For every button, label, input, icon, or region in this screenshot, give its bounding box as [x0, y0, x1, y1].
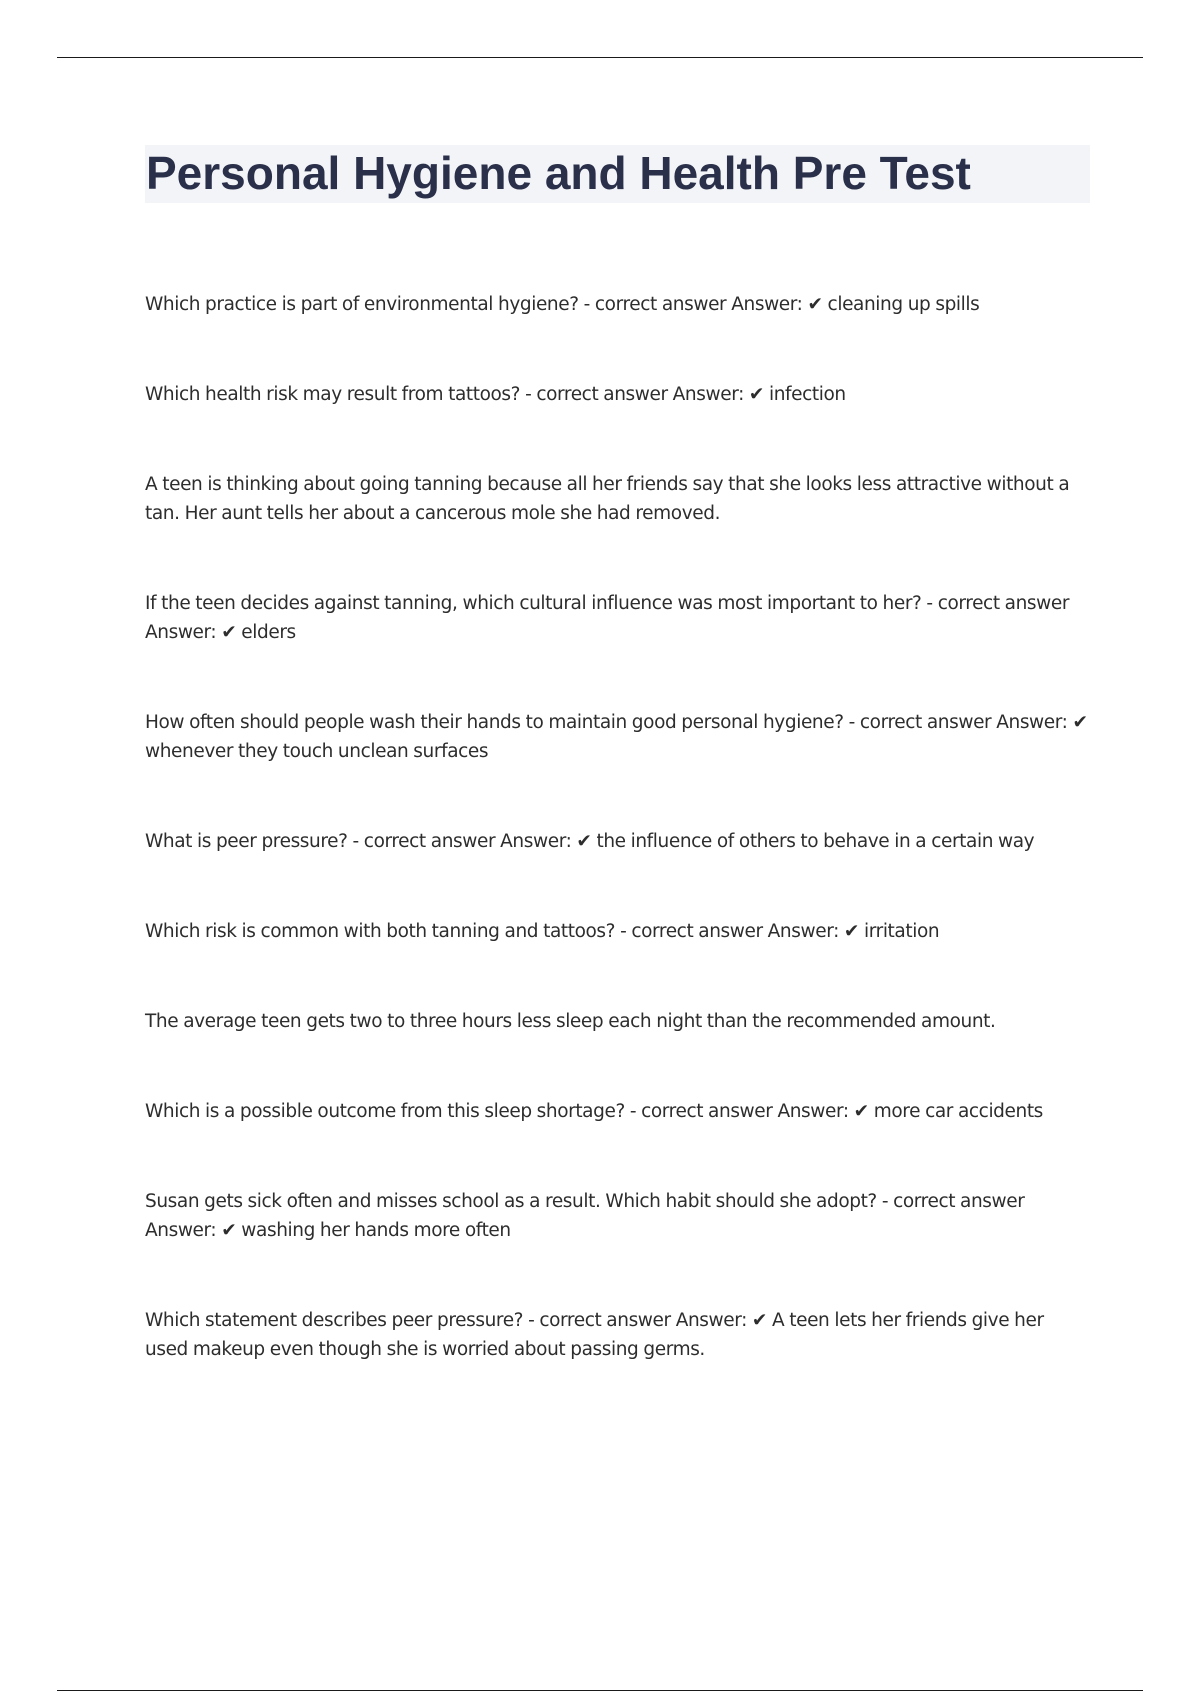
paragraph: A teen is thinking about going tanning because all her friends say that she looks less attractive without a tan. Her aunt tells her about a cancerous mole she had removed. [145, 474, 1070, 524]
bottom-rule [57, 1690, 1143, 1691]
paragraph: What is peer pressure? - correct answer Answer: ✔ the influence of others to behave in a certain way [145, 831, 1035, 852]
paragraph: Which risk is common with both tanning and tattoos? - correct answer Answer: ✔ irritation [145, 921, 940, 942]
document-body [145, 290, 1090, 1425]
top-rule [57, 57, 1143, 58]
paragraph: How often should people wash their hands to maintain good personal hygiene? - correct answer Answer: ✔ whenever they touch unclean surfaces [145, 712, 1088, 762]
paragraph: If the teen decides against tanning, which cultural influence was most important to her? - correct answer Answer: ✔ elders [145, 593, 1070, 643]
paragraph: Which is a possible outcome from this sleep shortage? - correct answer Answer: ✔ more car accidents [145, 1101, 1043, 1122]
page-title: Personal Hygiene and Health Pre Test [146, 147, 971, 199]
paragraph: The average teen gets two to three hours less sleep each night than the recommended amount. [145, 1011, 996, 1032]
paragraph: Which statement describes peer pressure? - correct answer Answer: ✔ A teen lets her friends give her used makeup even though she is worried about passing germs. [145, 1310, 1044, 1360]
paragraph: Susan gets sick often and misses school as a result. Which habit should she adopt? - correct answer Answer: ✔ washing her hands more often [145, 1191, 1025, 1241]
paragraph: Which practice is part of environmental hygiene? - correct answer Answer: ✔ cleaning up spills [145, 294, 980, 315]
paragraph: Which health risk may result from tattoos? - correct answer Answer: ✔ infection [145, 384, 846, 405]
